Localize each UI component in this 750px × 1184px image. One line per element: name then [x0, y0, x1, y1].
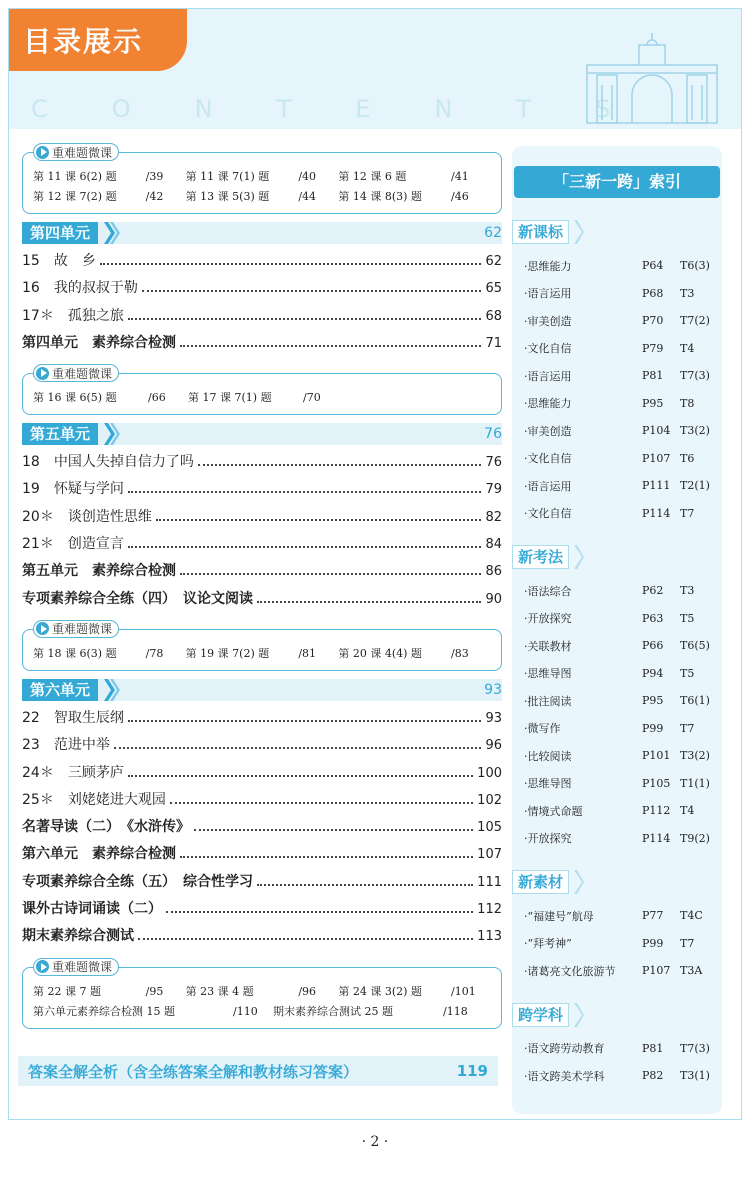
index-page: P64: [642, 259, 664, 273]
toc-entry[interactable]: [22, 451, 502, 478]
contents-letter: S: [595, 95, 611, 123]
contents-letter: O: [111, 95, 131, 123]
unit-label: 第六单元: [22, 679, 98, 701]
toc-entry-page: 112: [477, 902, 502, 918]
index-row[interactable]: [512, 280, 722, 308]
micro-lesson-page: /44: [298, 190, 317, 203]
micro-lesson-tag[interactable]: [33, 620, 119, 638]
index-page: P107: [642, 964, 671, 978]
index-category-label: 跨学科: [512, 1003, 569, 1027]
index-page: P95: [642, 694, 664, 708]
index-topic: ·思维导图: [524, 777, 572, 791]
toc-entry-title: 专项素养综合全练（四） 议论文阅读: [22, 590, 253, 607]
index-row[interactable]: [512, 930, 722, 958]
index-question: T6: [680, 451, 695, 465]
micro-lesson-name: 第 12 课 6 题: [338, 170, 407, 183]
index-page: P62: [642, 584, 664, 598]
toc-entry-title: 专项素养综合全练（五） 综合性学习: [22, 873, 253, 890]
index-row[interactable]: [512, 797, 722, 825]
toc-entry-title: 24＊ 三顾茅庐: [22, 764, 124, 781]
micro-lesson-name: 第 16 课 6(5) 题: [33, 391, 117, 405]
dot-leader: [180, 567, 481, 575]
index-page: P99: [642, 721, 664, 735]
micro-lesson-item[interactable]: [186, 167, 339, 187]
index-question: T3(2): [680, 424, 710, 438]
micro-lesson-item[interactable]: [33, 644, 186, 664]
index-row[interactable]: [512, 687, 722, 715]
toc-entry-page: 62: [485, 254, 502, 269]
index-topic: ·语言运用: [524, 479, 572, 493]
toc-entry-page: 102: [477, 792, 502, 808]
index-page: P107: [642, 451, 671, 465]
micro-lesson-page: /70: [303, 391, 321, 405]
index-question: T7: [680, 506, 695, 520]
micro-lesson-item[interactable]: [338, 982, 491, 1002]
toc-entry-page: 96: [485, 738, 502, 754]
play-icon: [36, 960, 49, 973]
index-topic: ·关联教材: [524, 639, 572, 653]
toc-entry[interactable]: [22, 762, 502, 789]
toc-entry[interactable]: [22, 277, 502, 304]
dot-leader: [128, 714, 482, 722]
micro-lesson-name: 第六单元素养综合检测 15 题: [33, 1004, 175, 1018]
index-page: P81: [642, 369, 664, 383]
index-row[interactable]: [512, 1035, 722, 1063]
toc-entry[interactable]: [22, 734, 502, 761]
index-topic: ·情境式命题: [524, 804, 583, 818]
unit-page: 76: [484, 426, 502, 443]
micro-lesson-name: 第 11 课 6(2) 题: [33, 170, 117, 183]
toc-entry-title: 第四单元 素养综合检测: [22, 334, 176, 351]
index-row[interactable]: [512, 577, 722, 605]
index-panel: [512, 146, 722, 1114]
toc-entry-title: 19 怀疑与学问: [22, 481, 124, 498]
dot-leader: [128, 312, 482, 320]
micro-lesson-item[interactable]: [186, 187, 339, 207]
index-row[interactable]: [512, 362, 722, 390]
index-question: T4C: [680, 909, 703, 923]
toc-entry-title: 第六单元 素养综合检测: [22, 846, 176, 863]
play-icon: [36, 367, 49, 380]
index-page: P81: [642, 1041, 664, 1055]
unit-header[interactable]: [22, 222, 502, 244]
toc-entry[interactable]: [22, 843, 502, 870]
index-category-label: 新考法: [512, 545, 569, 569]
micro-lesson-row: [33, 1002, 491, 1022]
index-row[interactable]: [512, 390, 722, 418]
index-page: P105: [642, 776, 671, 790]
index-row[interactable]: [512, 742, 722, 770]
toc-entry-page: 90: [485, 591, 502, 607]
index-question: T6(1): [680, 694, 710, 708]
index-question: T7: [680, 721, 695, 735]
micro-lesson-page: /46: [451, 190, 469, 203]
index-page: P68: [642, 286, 664, 300]
index-topic: ·语文跨劳动教育: [524, 1042, 605, 1056]
page-number: · 2 ·: [361, 1134, 389, 1150]
toc-entry-page: 93: [485, 710, 502, 726]
micro-lesson-page: /95: [145, 984, 164, 998]
dot-leader: [198, 458, 482, 466]
toc-entry-page: 105: [477, 820, 502, 836]
index-topic: ·比较阅读: [524, 749, 572, 763]
contents-watermark: [31, 95, 610, 123]
index-row[interactable]: [512, 252, 722, 280]
index-question: T3: [680, 286, 695, 300]
index-topic: ·思维导图: [524, 667, 572, 681]
toc-entry-title: 15 故 乡: [22, 253, 96, 269]
index-question: T3A: [680, 964, 703, 978]
micro-lesson-item[interactable]: [338, 644, 491, 664]
micro-lesson-name: 第 14 课 8(3) 题: [338, 190, 422, 203]
index-topic: ·语言运用: [524, 287, 572, 301]
dot-leader: [138, 932, 473, 940]
micro-lesson-name: 第 24 课 3(2) 题: [338, 984, 422, 998]
index-question: T9(2): [680, 831, 710, 845]
unit-header[interactable]: [22, 423, 502, 445]
play-icon: [36, 622, 49, 635]
index-topic: ·“拜考神”: [524, 937, 572, 951]
index-topic: ·审美创造: [524, 424, 572, 438]
toc-entry-title: 17＊ 孤独之旅: [22, 307, 124, 324]
toc-entry-page: 113: [477, 929, 502, 945]
index-page: P79: [642, 341, 664, 355]
micro-lesson-page: /96: [298, 984, 317, 998]
dot-leader: [128, 485, 482, 493]
index-question: T7: [680, 936, 695, 950]
index-title: 「三新一跨」索引: [514, 166, 720, 198]
micro-lesson-name: 第 19 课 7(2) 题: [185, 646, 270, 660]
chevron-right-icon: [574, 220, 584, 244]
toc-entry-title: 名著导读（二） 《水浒传》: [22, 819, 190, 836]
micro-lesson-page: /66: [148, 391, 166, 405]
micro-lesson-page: /78: [145, 646, 164, 660]
dot-leader: [114, 741, 482, 749]
toc-entry-title: 25＊ 刘姥姥进大观园: [22, 791, 166, 808]
toc-entry-title: 课外古诗词诵读（二）: [22, 901, 162, 918]
toc-entry-title: 23 范进中举: [22, 737, 110, 754]
toc-entry-page: 82: [485, 509, 502, 525]
dot-leader: [128, 769, 473, 777]
micro-lesson-name: 第 17 课 7(1) 题: [188, 391, 272, 405]
micro-lesson-tag[interactable]: [33, 958, 119, 976]
index-row[interactable]: [512, 500, 722, 528]
index-topic: ·语法综合: [524, 584, 572, 598]
index-question: T7(2): [680, 314, 710, 328]
chevron-right-icon: [104, 423, 120, 445]
index-topic: ·文化自信: [524, 452, 572, 466]
micro-lesson-page: /40: [298, 170, 317, 183]
micro-lesson-name: 期末素养综合测试 25 题: [273, 1004, 393, 1018]
contents-letter: E: [355, 95, 371, 123]
unit-header[interactable]: [22, 679, 502, 701]
index-page: P82: [642, 1069, 664, 1083]
index-category: [512, 545, 722, 569]
toc-entry[interactable]: [22, 789, 502, 816]
index-page: P94: [642, 666, 664, 680]
micro-lesson-box: [22, 960, 502, 1029]
micro-lesson-row: [33, 644, 491, 664]
index-question: T6(5): [680, 639, 710, 653]
index-row[interactable]: [512, 902, 722, 930]
toc-entry-title: 21＊ 创造宣言: [22, 536, 124, 553]
contents-letter: C: [31, 95, 48, 123]
index-category: [512, 870, 722, 894]
dot-leader: [170, 796, 473, 804]
index-row[interactable]: [512, 770, 722, 798]
toc-entry[interactable]: [22, 925, 502, 952]
micro-lesson-name: 第 11 课 7(1) 题: [185, 170, 270, 183]
index-page: P111: [642, 479, 671, 493]
dot-leader: [257, 878, 473, 886]
unit-page: 62: [484, 225, 502, 241]
index-category-label: 新素材: [512, 870, 569, 894]
micro-lesson-item[interactable]: [188, 388, 343, 408]
micro-lesson-item[interactable]: [338, 167, 491, 187]
toc-entry-page: 76: [485, 455, 502, 471]
index-row[interactable]: [512, 417, 722, 445]
index-page: P114: [642, 831, 671, 845]
micro-lesson-item[interactable]: [33, 1002, 273, 1022]
micro-lesson-name: 第 23 课 4 题: [185, 984, 254, 998]
micro-lesson-box: [22, 145, 502, 214]
contents-letter: T: [276, 95, 292, 123]
toc-entry-page: 111: [477, 874, 502, 890]
index-topic: ·批注阅读: [524, 694, 572, 708]
index-topic: ·思维能力: [524, 397, 572, 411]
dot-leader: [257, 595, 481, 603]
micro-lesson-page: /110: [233, 1004, 258, 1018]
index-row[interactable]: [512, 307, 722, 335]
micro-lesson-label: 重难题微课: [52, 366, 113, 381]
index-question: T3(1): [680, 1069, 710, 1083]
dot-leader: [166, 905, 473, 913]
toc-entry-title: 18 中国人失掉自信力了吗: [22, 454, 194, 471]
micro-lesson-name: 第 18 课 6(3) 题: [33, 646, 117, 660]
chevron-right-icon: [574, 1003, 584, 1027]
index-page: P114: [642, 506, 671, 520]
micro-lesson-label: 重难题微课: [52, 145, 113, 160]
index-page: P101: [642, 749, 671, 763]
micro-lesson-label: 重难题微课: [52, 622, 113, 637]
toc-entry[interactable]: [22, 305, 502, 332]
index-question: T3(2): [680, 749, 710, 763]
toc-entry-page: 71: [485, 335, 502, 351]
micro-lesson-item[interactable]: [186, 644, 339, 664]
contents-letter: T: [516, 95, 532, 123]
micro-lesson-tag[interactable]: [33, 143, 119, 161]
micro-lesson-name: 第 12 课 7(2) 题: [33, 190, 117, 203]
index-row[interactable]: [512, 825, 722, 853]
building-illustration: [577, 25, 727, 125]
index-topic: ·审美创造: [524, 314, 572, 328]
micro-lesson-box: [22, 622, 502, 671]
toc-entry-page: 68: [485, 308, 502, 324]
index-row[interactable]: [512, 472, 722, 500]
micro-lesson-item[interactable]: [33, 388, 188, 408]
index-topic: ·诸葛亮文化旅游节: [524, 964, 616, 978]
answer-page: 119: [456, 1062, 488, 1080]
index-question: T7(3): [680, 1041, 710, 1055]
micro-lesson-row: [33, 187, 491, 207]
index-row[interactable]: [512, 335, 722, 363]
index-question: T4: [680, 804, 695, 818]
index-category-label: 新课标: [512, 220, 569, 244]
index-topic: ·开放探究: [524, 832, 572, 846]
micro-lesson-item[interactable]: [33, 167, 186, 187]
micro-lesson-label: 重难题微课: [52, 960, 113, 975]
index-question: T8: [680, 396, 695, 410]
micro-lesson-page: /39: [145, 170, 164, 183]
micro-lesson-row: [33, 388, 491, 408]
dot-leader: [194, 823, 473, 831]
index-question: T5: [680, 611, 695, 625]
index-page: P95: [642, 396, 664, 410]
toc-entry[interactable]: [22, 707, 502, 734]
index-page: P66: [642, 639, 664, 653]
index-question: T4: [680, 341, 695, 355]
chevron-right-icon: [104, 679, 120, 701]
toc-entry-title: 16 我的叔叔于勒: [22, 280, 138, 297]
contents-letter: N: [434, 95, 453, 123]
index-topic: ·思维能力: [524, 259, 572, 273]
index-topic: ·语文跨美术学科: [524, 1069, 605, 1083]
dot-leader: [180, 339, 481, 347]
index-topic: ·“福建号”航母: [524, 909, 594, 923]
index-row[interactable]: [512, 957, 722, 985]
index-topic: ·开放探究: [524, 612, 572, 626]
index-page: P99: [642, 936, 664, 950]
index-question: T2(1): [680, 479, 710, 493]
play-icon: [36, 146, 49, 159]
toc-entry[interactable]: [22, 560, 502, 587]
micro-lesson-page: /81: [298, 646, 317, 660]
micro-lesson-page: /118: [443, 1004, 468, 1018]
micro-lesson-name: 第 22 课 7 题: [33, 984, 101, 998]
chevron-right-icon: [104, 222, 120, 244]
dot-leader: [142, 284, 482, 292]
index-topic: ·文化自信: [524, 342, 572, 356]
chevron-right-icon: [574, 870, 584, 894]
index-row[interactable]: [512, 445, 722, 473]
micro-lesson-row: [33, 167, 491, 187]
index-category: [512, 1003, 722, 1027]
micro-lesson-item[interactable]: [273, 1002, 483, 1022]
toc-entry[interactable]: [22, 871, 502, 898]
toc-entry-page: 86: [485, 564, 502, 580]
index-question: T7(3): [680, 369, 710, 383]
index-page: P77: [642, 909, 664, 923]
index-question: T6(3): [680, 259, 710, 273]
toc-entry-title: 第五单元 素养综合检测: [22, 563, 176, 580]
micro-lesson-row: [33, 982, 491, 1002]
unit-label: 第五单元: [22, 423, 98, 445]
index-page: P104: [642, 424, 671, 438]
toc-entry[interactable]: [22, 898, 502, 925]
toc-entry-title: 期末素养综合测试: [22, 928, 134, 945]
toc-entry[interactable]: [22, 332, 502, 359]
micro-lesson-item[interactable]: [33, 982, 186, 1002]
toc-entry-title: 20＊ 谈创造性思维: [22, 508, 152, 525]
answer-entry[interactable]: [18, 1056, 498, 1086]
chevron-right-icon: [574, 545, 584, 569]
index-page: P70: [642, 314, 664, 328]
micro-lesson-tag[interactable]: [33, 364, 119, 382]
contents-letter: N: [194, 95, 213, 123]
toc-column: [18, 140, 506, 1037]
unit-page: 93: [484, 681, 502, 698]
toc-entry[interactable]: [22, 588, 502, 615]
toc-entry-page: 107: [477, 847, 502, 863]
index-page: P112: [642, 804, 671, 818]
dot-leader: [128, 540, 482, 548]
micro-lesson-box: [22, 366, 502, 415]
micro-lesson-item[interactable]: [186, 982, 339, 1002]
index-question: T3: [680, 584, 695, 598]
toc-entry[interactable]: [22, 478, 502, 505]
dot-leader: [180, 850, 473, 858]
index-row[interactable]: [512, 715, 722, 743]
unit-label: 第四单元: [22, 222, 98, 244]
answer-text: 答案全解全析（含全练答案全解和教材练习答案）: [28, 1062, 359, 1081]
toc-entry-page: 79: [485, 482, 502, 498]
index-category: [512, 220, 722, 244]
index-question: T1(1): [680, 776, 710, 790]
dot-leader: [100, 257, 482, 265]
index-categories: [512, 220, 722, 1090]
dot-leader: [156, 513, 482, 521]
micro-lesson-page: /83: [451, 646, 469, 660]
index-question: T5: [680, 666, 695, 680]
micro-lesson-name: 第 20 课 4(4) 题: [338, 646, 422, 660]
micro-lesson-name: 第 13 课 5(3) 题: [185, 190, 270, 203]
toc-entry[interactable]: [22, 250, 502, 277]
micro-lesson-item[interactable]: [338, 187, 491, 207]
index-row[interactable]: [512, 605, 722, 633]
index-row[interactable]: [512, 1062, 722, 1090]
toc-entry[interactable]: [22, 816, 502, 843]
micro-lesson-page: /42: [145, 190, 164, 203]
page-title: 目录展示: [9, 9, 187, 71]
toc-entry-title: 22 智取生辰纲: [22, 709, 124, 726]
toc-entry-page: 65: [485, 281, 502, 297]
index-page: P63: [642, 611, 664, 625]
micro-lesson-item[interactable]: [33, 187, 186, 207]
micro-lesson-page: /41: [451, 170, 469, 183]
index-row[interactable]: [512, 660, 722, 688]
micro-lesson-page: /101: [451, 984, 476, 998]
index-topic: ·语言运用: [524, 369, 572, 383]
index-topic: ·文化自信: [524, 507, 572, 521]
toc-entry[interactable]: [22, 506, 502, 533]
index-topic: ·微写作: [524, 722, 561, 736]
index-row[interactable]: [512, 632, 722, 660]
toc-entry[interactable]: [22, 533, 502, 560]
toc-entry-page: 100: [477, 765, 502, 781]
toc-entry-page: 84: [485, 537, 502, 553]
